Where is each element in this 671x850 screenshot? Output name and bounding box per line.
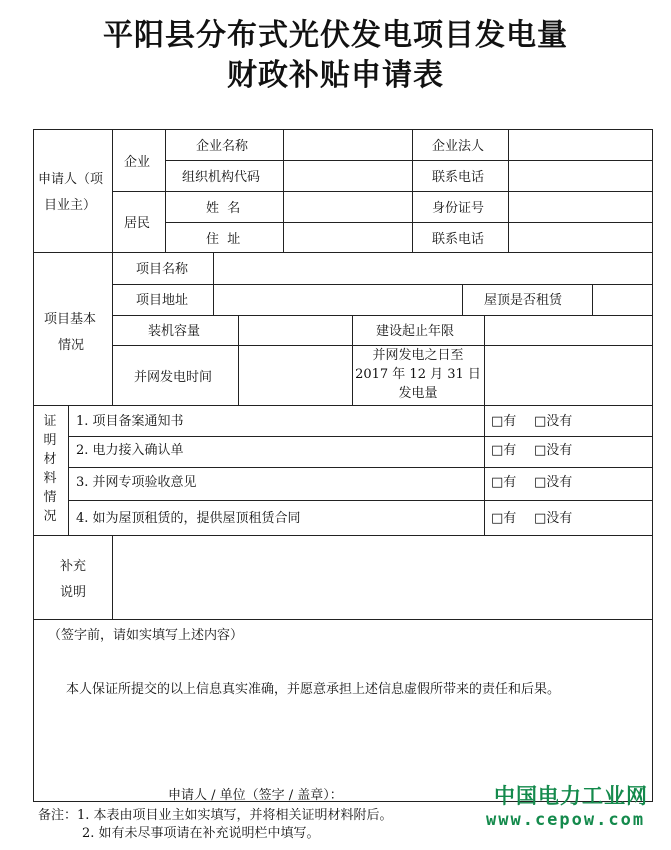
proof-item-yes-checkbox[interactable]: □有 bbox=[491, 443, 517, 458]
proof-item-yes-checkbox[interactable]: □有 bbox=[491, 414, 517, 429]
proof-item-yes-checkbox[interactable]: □有 bbox=[491, 475, 517, 490]
legal-person-label: 企业法人 bbox=[432, 139, 485, 154]
project-info-label-line1: 项目基本 bbox=[44, 312, 97, 327]
project-info-label-line2: 情况 bbox=[58, 338, 85, 353]
proof-item-label: 4. 如为屋顶租赁的，提供屋顶租赁合同 bbox=[76, 511, 301, 526]
construction-period-label: 建设起止年限 bbox=[376, 324, 455, 339]
roof-rented-label: 屋顶是否租赁 bbox=[484, 293, 563, 308]
watermark-logo-text: 中国电力工业网 bbox=[494, 784, 648, 808]
proof-item-label: 1. 项目备案通知书 bbox=[76, 414, 184, 429]
signature-label: 申请人 / 单位（签字 / 盖章）： bbox=[168, 788, 343, 803]
applicant-label-line1: 申请人（项 bbox=[38, 172, 104, 187]
generation-amount-label: 并网发电之日至 2017 年 12 月 31 日 发电量 bbox=[355, 348, 481, 401]
project-address-label: 项目地址 bbox=[136, 293, 189, 308]
proof-item-yes-checkbox[interactable]: □有 bbox=[491, 511, 517, 526]
proof-materials-label: 证 明 材 料 情 况 bbox=[43, 414, 57, 524]
proof-item-label: 3. 并网专项验收意见 bbox=[76, 475, 197, 490]
supplement-label-line2: 说明 bbox=[60, 585, 87, 600]
resident-label: 居民 bbox=[124, 216, 151, 231]
project-name-label: 项目名称 bbox=[136, 262, 189, 277]
phone-label-1: 联系电话 bbox=[432, 170, 485, 185]
remarks-line2: 2. 如有未尽事项请在补充说明栏中填写。 bbox=[82, 826, 320, 841]
address-label: 住 址 bbox=[206, 232, 241, 247]
applicant-label-line2: 目业主） bbox=[44, 198, 97, 213]
declaration-note: （签字前，请如实填写上述内容） bbox=[48, 628, 244, 643]
watermark-url: www.cepow.com bbox=[486, 810, 646, 830]
proof-item-no-checkbox[interactable]: □没有 bbox=[534, 511, 573, 526]
enterprise-label: 企业 bbox=[124, 155, 151, 170]
person-name-label: 姓 名 bbox=[206, 201, 241, 216]
proof-item-no-checkbox[interactable]: □没有 bbox=[534, 475, 573, 490]
proof-item-no-checkbox[interactable]: □没有 bbox=[534, 414, 573, 429]
company-name-label: 企业名称 bbox=[196, 139, 249, 154]
proof-item-no-checkbox[interactable]: □没有 bbox=[534, 443, 573, 458]
supplement-label-line1: 补充 bbox=[60, 559, 87, 574]
phone-label-2: 联系电话 bbox=[432, 232, 485, 247]
proof-item-label: 2. 电力接入确认单 bbox=[76, 443, 184, 458]
id-number-label: 身份证号 bbox=[432, 201, 485, 216]
form-title-line1: 平阳县分布式光伏发电项目发电量 bbox=[103, 18, 568, 53]
remarks-line1: 备注：1. 本表由项目业主如实填写，并将相关证明材料附后。 bbox=[38, 808, 393, 823]
capacity-label: 装机容量 bbox=[148, 324, 201, 339]
declaration-statement: 本人保证所提交的以上信息真实准确，并愿意承担上述信息虚假所带来的责任和后果。 bbox=[66, 682, 561, 697]
org-code-label: 组织机构代码 bbox=[182, 170, 261, 185]
form-title-line2: 财政补贴申请表 bbox=[227, 58, 444, 93]
grid-connection-time-label: 并网发电时间 bbox=[134, 370, 213, 385]
